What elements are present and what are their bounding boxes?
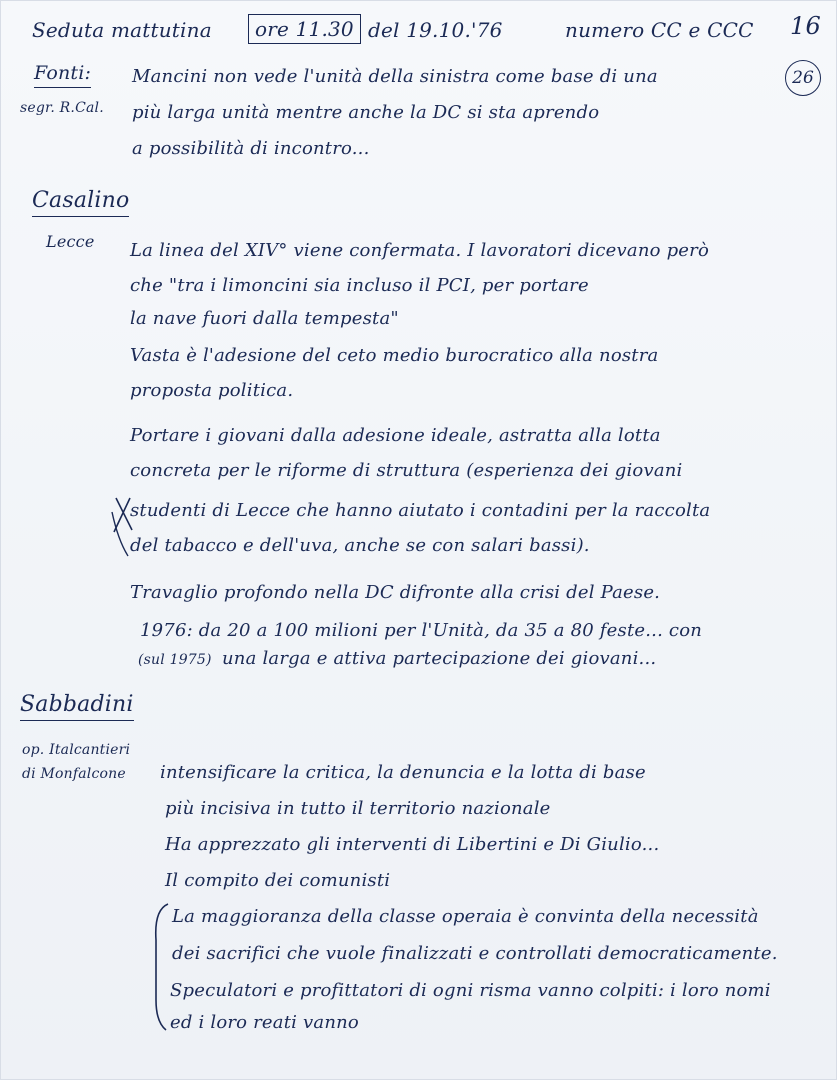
page-number: 16 [790, 12, 821, 40]
sabbadini-bracket-line: ed i loro reati vanno [170, 1012, 359, 1033]
casalino-line: studenti di Lecce che hanno aiutato i contadini per la raccolta [130, 500, 711, 521]
casalino-line: Travaglio profondo nella DC difronte alla crisi del Paese. [130, 582, 661, 603]
speaker-sabbadini: Sabbadini [20, 692, 134, 721]
session-date: del 19.10.'76 [368, 18, 503, 42]
sabbadini-line: Il compito dei comunisti [165, 870, 391, 891]
sabbadini-line: Ha apprezzato gli interventi di Libertini e Di Giulio... [165, 834, 660, 855]
fonti-line: Mancini non vede l'unità della sinistra come base di una [132, 66, 658, 87]
fonti-line: più larga unità mentre anche la DC si sta aprendo [132, 102, 600, 123]
sabbadini-bracket-line: La maggioranza della classe operaia è convinta della necessità [172, 906, 759, 927]
casalino-line: del tabacco e dell'uva, anche se con salari bassi). [130, 535, 590, 556]
speaker-affiliation: di Monfalcone [22, 766, 126, 782]
casalino-line: concreta per le riforme di struttura (esperienza dei giovani [130, 460, 683, 481]
casalino-line: La linea del XIV° viene confermata. I lavoratori dicevano però [130, 240, 709, 261]
casalino-line: Vasta è l'adesione del ceto medio burocratico alla nostra [130, 345, 659, 366]
casalino-line: proposta politica. [130, 380, 294, 401]
fonti-sublabel: segr. R.Cal. [20, 100, 104, 116]
speaker-place: Lecce [46, 232, 95, 251]
casalino-line: la nave fuori dalla tempesta" [130, 308, 399, 329]
sabbadini-line: intensificare la critica, la denuncia e la lotta di base [160, 762, 646, 783]
session-label: Seduta mattutina [32, 18, 212, 42]
sabbadini-bracket-line: Speculatori e profittatori di ogni risma vanno colpiti: i loro nomi [170, 980, 771, 1001]
casalino-line: 1976: da 20 a 100 milioni per l'Unità, da 35 a 80 feste... con [140, 620, 703, 641]
sabbadini-line: più incisiva in tutto il territorio nazionale [165, 798, 551, 819]
sabbadini-bracket-line: dei sacrifici che vuole finalizzati e controllati democraticamente. [172, 943, 778, 964]
casalino-line: Portare i giovani dalla adesione ideale, astratta alla lotta [130, 425, 661, 446]
fonti-label: Fonti: [34, 62, 91, 88]
speaker-affiliation: op. Italcantieri [22, 742, 131, 758]
fonti-line: a possibilità di incontro... [132, 138, 370, 159]
note-1975: (sul 1975) [138, 652, 212, 668]
speaker-casalino: Casalino [32, 188, 129, 217]
casalino-line: che "tra i limoncini sia incluso il PCI, per portare [130, 275, 589, 296]
session-time: ore 11.30 [248, 14, 361, 44]
casalino-line: una larga e attiva partecipazione dei giovani... [222, 648, 657, 669]
circled-number: 26 [785, 60, 821, 96]
subject-label: numero CC e CCC [565, 18, 754, 42]
